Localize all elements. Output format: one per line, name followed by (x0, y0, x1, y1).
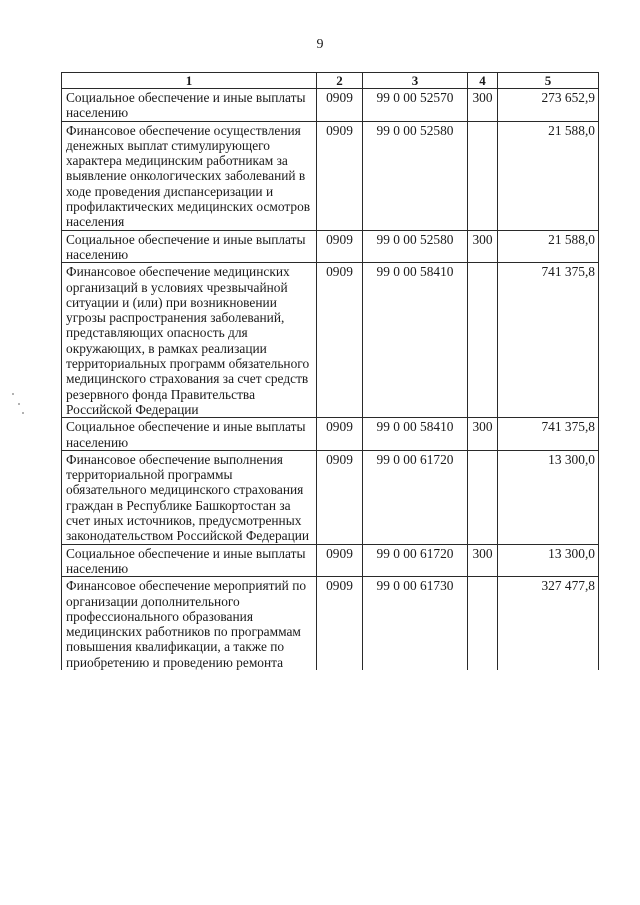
table-row (62, 544, 599, 577)
row-name: Социальное обеспечение и иные выплаты населению (62, 544, 317, 577)
header-col-1: 1 (62, 73, 317, 89)
row-type (468, 450, 498, 544)
row-article: 99 0 00 61720 (363, 544, 468, 577)
page-number: 9 (316, 37, 324, 52)
row-article: 99 0 00 52580 (363, 121, 468, 230)
row-section: 0909 (317, 263, 363, 418)
table-row (62, 121, 599, 230)
header-col-2: 2 (317, 73, 363, 89)
row-section: 0909 (317, 121, 363, 230)
row-article: 99 0 00 58410 (363, 418, 468, 451)
row-name: Финансовое обеспечение выполнения территориальной программы обязательного медицинского страхования граждан в Республике Башкортостан за счет иных источников, предусмотренных законодательством Российской Федерации (62, 450, 317, 544)
table-header-row (62, 73, 599, 89)
row-amount: 273 652,9 (498, 89, 599, 122)
table-row (62, 577, 599, 670)
row-article: 99 0 00 52570 (363, 89, 468, 122)
row-section: 0909 (317, 577, 363, 670)
row-section: 0909 (317, 450, 363, 544)
row-name: Социальное обеспечение и иные выплаты населению (62, 230, 317, 263)
row-article: 99 0 00 58410 (363, 263, 468, 418)
row-article: 99 0 00 61720 (363, 450, 468, 544)
row-amount: 741 375,8 (498, 263, 599, 418)
row-type (468, 121, 498, 230)
row-amount: 327 477,8 (498, 577, 599, 670)
row-name: Социальное обеспечение и иные выплаты населению (62, 89, 317, 122)
header-col-4: 4 (468, 73, 498, 89)
row-article: 99 0 00 52580 (363, 230, 468, 263)
row-amount: 21 588,0 (498, 230, 599, 263)
table-row (62, 450, 599, 544)
table-row (62, 418, 599, 451)
row-name: Финансовое обеспечение осуществления денежных выплат стимулирующего характера медицинским работникам за выявление онкологических заболеваний в ходе проведения диспансеризации и профилактических медицинских осмотров населения (62, 121, 317, 230)
row-type: 300 (468, 418, 498, 451)
row-name: Социальное обеспечение и иные выплаты населению (62, 418, 317, 451)
scan-speck (12, 393, 14, 395)
row-section: 0909 (317, 418, 363, 451)
row-type (468, 263, 498, 418)
scan-speck (18, 403, 20, 405)
row-name: Финансовое обеспечение медицинских организаций в условиях чрезвычайной ситуации и (или) при возникновении угрозы распространения заболеваний, представляющих опасность для окружающих, в рамках реализации территориальных программ обязательного медицинского страхования за счет средств резервного фонда Правительства Российской Федерации (62, 263, 317, 418)
row-type: 300 (468, 544, 498, 577)
row-type: 300 (468, 89, 498, 122)
table-row (62, 89, 599, 122)
table-row (62, 263, 599, 418)
row-amount: 13 300,0 (498, 450, 599, 544)
row-amount: 741 375,8 (498, 418, 599, 451)
row-section: 0909 (317, 230, 363, 263)
row-name: Финансовое обеспечение мероприятий по организации дополнительного профессионального образования медицинских работников по программам повышения квалификации, а также по приобретению и проведению ремонта (62, 577, 317, 670)
budget-table (61, 72, 599, 670)
header-col-5: 5 (498, 73, 599, 89)
row-type: 300 (468, 230, 498, 263)
row-amount: 13 300,0 (498, 544, 599, 577)
row-section: 0909 (317, 544, 363, 577)
row-section: 0909 (317, 89, 363, 122)
row-article: 99 0 00 61730 (363, 577, 468, 670)
header-col-3: 3 (363, 73, 468, 89)
row-type (468, 577, 498, 670)
table-row (62, 230, 599, 263)
row-amount: 21 588,0 (498, 121, 599, 230)
scan-speck (22, 412, 24, 414)
